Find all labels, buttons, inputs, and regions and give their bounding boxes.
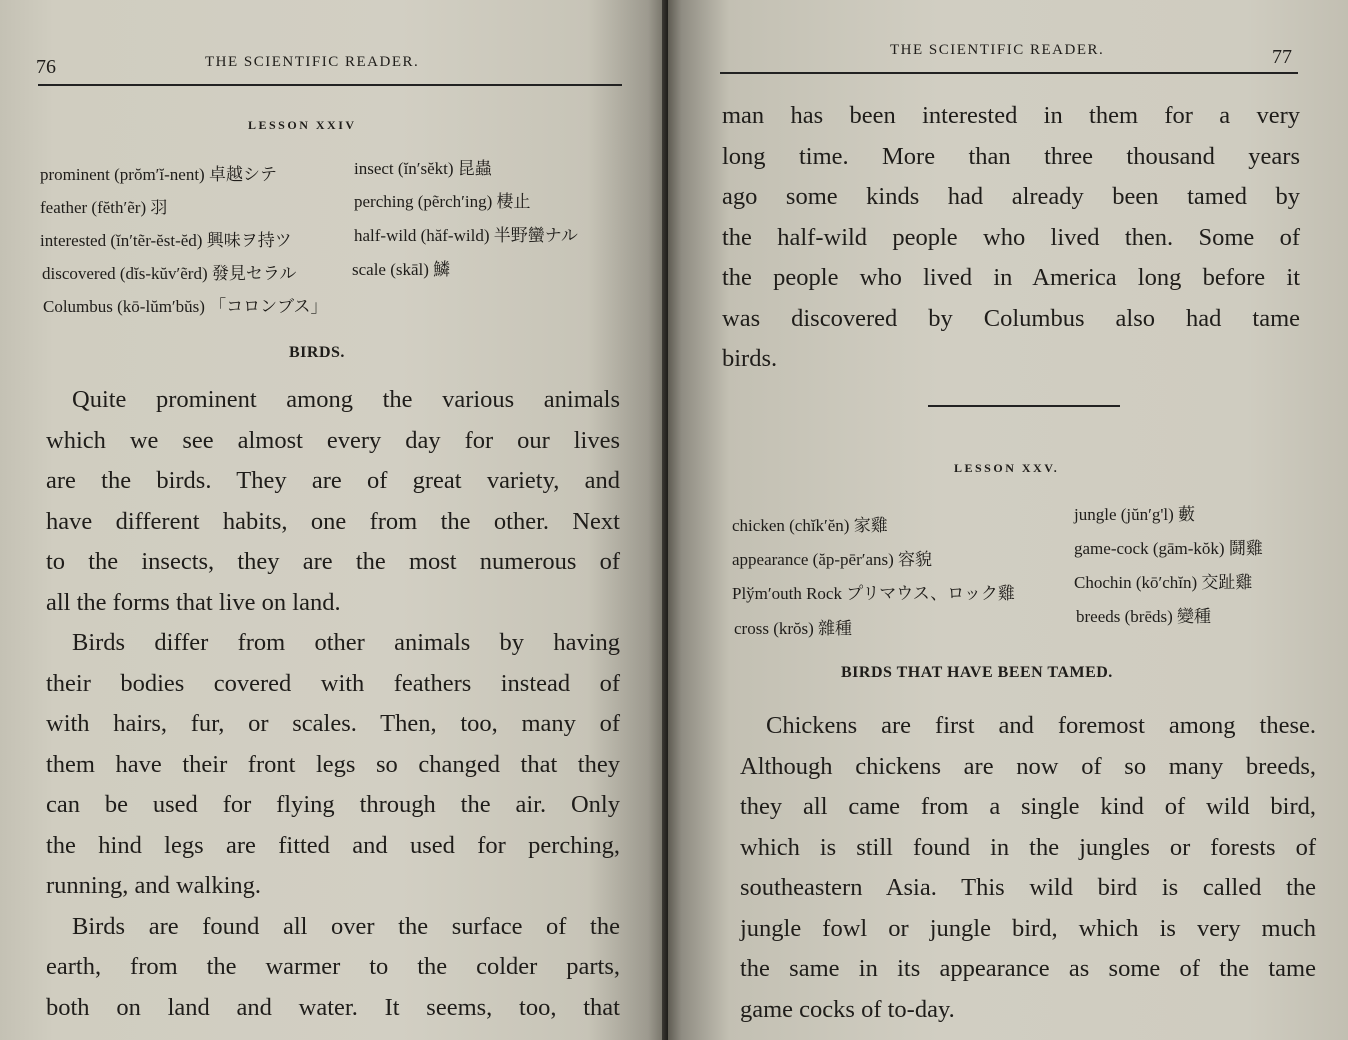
text-line: they all came from a single kind of wild bird, (740, 793, 1316, 820)
section-heading: BIRDS THAT HAVE BEEN TAMED. (841, 664, 1113, 681)
text-line: jungle fowl or jungle bird, which is very much (740, 914, 1316, 942)
text-line: man has been interested in them for a very (722, 102, 1300, 129)
text-line: Chickens are first and foremost among these. (766, 712, 1316, 739)
page-number: 76 (36, 56, 56, 78)
vocab-item: breeds (brēds) 變種 (1076, 607, 1212, 626)
body-text (46, 380, 620, 1028)
text-line: the people who lived in America long before it (722, 264, 1300, 291)
text-line: long time. More than three thousand years (722, 142, 1300, 170)
left-page (0, 0, 668, 1040)
vocab-item: chicken (chĭk′ĕn) 家雞 (732, 516, 888, 535)
vocab-item: interested (ĭn′tẽr-ĕst-ĕd) 興味ヲ持ツ (40, 231, 292, 250)
text-line: all the forms that live on land. (46, 588, 341, 616)
text-line: the hind legs are fitted and used for perching, (46, 831, 620, 859)
vocab-item: scale (skāl) 鱗 (352, 260, 451, 279)
text-line: both on land and water. It seems, too, that (46, 993, 620, 1021)
text-line: the half-wild people who lived then. Some of (722, 223, 1300, 251)
text-line: can be used for flying through the air. Only (46, 791, 620, 818)
section-heading: BIRDS. (289, 344, 345, 361)
text-line: Quite prominent among the various animals (72, 386, 620, 413)
text-line: them have their front legs so changed that they (46, 750, 620, 778)
text-line: have different habits, one from the other. Next (46, 507, 620, 535)
text-line: game cocks of to-day. (740, 995, 955, 1023)
running-head: THE SCIENTIFIC READER. (205, 54, 420, 70)
text-line: running, and walking. (46, 872, 262, 899)
vocab-item: Chochin (kō′chĭn) 交趾雞 (1074, 573, 1253, 592)
header-rule (720, 72, 1298, 74)
vocab-item: feather (fĕth′ẽr) 羽 (40, 198, 168, 217)
right-page (668, 0, 1348, 1040)
text-line: with hairs, fur, or scales. Then, too, many of (46, 710, 620, 737)
vocab-item: perching (pẽrch′ing) 棲止 (354, 192, 531, 211)
text-line: Birds are found all over the surface of the (72, 912, 620, 940)
running-head: THE SCIENTIFIC READER. (890, 42, 1105, 58)
vocab-item: insect (ĭn′sĕkt) 昆蟲 (354, 159, 492, 178)
body-text (722, 96, 1300, 380)
section-divider (928, 405, 1120, 407)
header-rule (38, 84, 622, 86)
vocab-item: Columbus (kō-lŭm′bŭs) 「コロンブス」 (43, 297, 328, 316)
text-line: which we see almost every day for our lives (46, 426, 620, 454)
text-line: to the insects, they are the most numerous of (46, 548, 620, 575)
page-number: 77 (1272, 46, 1292, 68)
vocab-item: game-cock (gām-kŏk) 鬪雞 (1074, 539, 1263, 558)
body-text (740, 706, 1316, 1030)
text-line: which is still found in the jungles or forests of (740, 833, 1316, 861)
text-line: southeastern Asia. This wild bird is called the (740, 874, 1316, 901)
text-line: birds. (722, 345, 778, 372)
vocab-item: appearance (ăp-pēr′ans) 容貌 (732, 550, 933, 569)
vocab-item: jungle (jŭn′g'l) 藪 (1074, 505, 1196, 524)
text-line: earth, from the warmer to the colder parts, (46, 953, 620, 980)
vocab-item: half-wild (hăf-wild) 半野蠻ナル (354, 226, 578, 245)
text-line: their bodies covered with feathers instead of (46, 669, 620, 697)
text-line: the same in its appearance as some of the tame (740, 955, 1316, 982)
text-line: Although chickens are now of so many breeds, (740, 752, 1316, 780)
text-line: are the birds. They are of great variety, and (46, 467, 620, 494)
text-line: ago some kinds had already been tamed by (722, 183, 1300, 210)
lesson-title: LESSON XXV. (954, 461, 1060, 475)
vocab-item: cross (krŏs) 雜種 (734, 619, 853, 638)
vocab-item: Plўm′outh Rock プリマウス、ロック雞 (732, 584, 1015, 603)
lesson-title: LESSON XXIV (248, 118, 357, 132)
text-line: Birds differ from other animals by having (72, 629, 620, 656)
text-line: was discovered by Columbus also had tame (722, 304, 1300, 332)
vocab-item: prominent (prŏm′ĭ-nent) 卓越シテ (40, 165, 277, 184)
vocab-item: discovered (dĭs-kŭv′ẽrd) 發見セラル (42, 264, 297, 283)
